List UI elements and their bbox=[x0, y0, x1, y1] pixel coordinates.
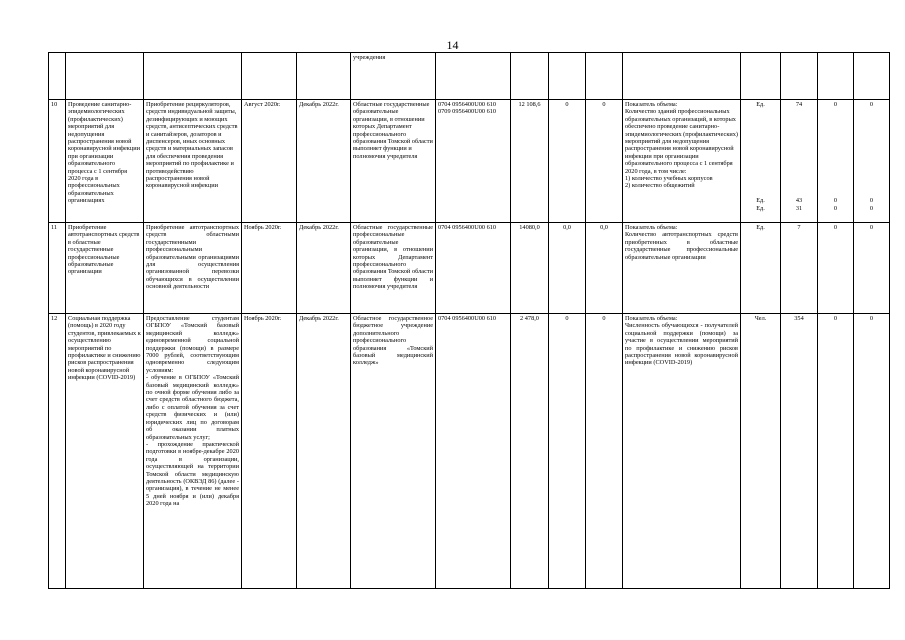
start-date: Август 2020г. bbox=[242, 100, 297, 223]
indicator: Показатель объема: Численность обучающихся - получателей социальной поддержки (помощи) за участие в осуществлении мероприятий по профилактике и снижению рисков распространения новой коронавирусной инфекции (COVID-2019) bbox=[623, 314, 741, 589]
indicator-value-1: 7 bbox=[781, 223, 818, 314]
funding-value-1: 14080,0 bbox=[511, 223, 549, 314]
action-description: Приобретение автотранспортных средств областными государственными профессиональными образовательными организациями для осуществления организованной перевозки обучающихся в осуществлении основной деятельности bbox=[144, 223, 242, 314]
unit: Ед. bbox=[741, 223, 781, 314]
executor: Областные государственные профессиональные образовательные организации, в отношении которых Департамент профессионального образования Томской области выполняет функции и полномочия учредителя bbox=[351, 223, 436, 314]
end-date: Декабрь 2022г. bbox=[297, 314, 351, 589]
indicator: Показатель объема: Количество автотранспортных средств приобретенных в областные государственные профессиональные образовательные организации bbox=[623, 223, 741, 314]
start-date: Ноябрь 2020г. bbox=[242, 314, 297, 589]
funding-value-2: 0 bbox=[549, 100, 586, 223]
budget-code: 0704 0956400U00 610 bbox=[436, 314, 511, 589]
funding-value-3: 0 bbox=[586, 100, 623, 223]
row-number: 10 bbox=[49, 100, 66, 223]
budget-code: 0704 0956400U00 610 0709 0956400U00 610 bbox=[436, 100, 511, 223]
table-row bbox=[49, 100, 890, 223]
indicator-value-3: 0 bbox=[854, 223, 890, 314]
unit: Чел. bbox=[741, 314, 781, 589]
measure-name: Приобретение автотранспортных средств в областные государственные профессиональные образовательные организации bbox=[66, 223, 144, 314]
indicator-value-3: 0 bbox=[854, 314, 890, 589]
executor-cell: учреждения bbox=[351, 53, 436, 100]
funding-value-2: 0 bbox=[549, 314, 586, 589]
indicator-value-2: 0 bbox=[818, 223, 854, 314]
end-date: Декабрь 2022г. bbox=[297, 223, 351, 314]
row-number: 11 bbox=[49, 223, 66, 314]
executor: Областные государственные образовательные организации, в отношении которых Департамент профессионального образования Томской области выполняет функции и полномочия учредителя bbox=[351, 100, 436, 223]
funding-value-3: 0,0 bbox=[586, 223, 623, 314]
start-date: Ноябрь 2020г. bbox=[242, 223, 297, 314]
unit: Ед. Ед. Ед. bbox=[741, 100, 781, 223]
page-number: 14 bbox=[446, 38, 459, 52]
measure-name: Проведение санитарно-эпидемиологических (профилактических) мероприятий для недопущения распространения новой коронавирусной инфекции при организации образовательного процесса с 1 сентября 2020 года в профессиональных образовательных организациях bbox=[66, 100, 144, 223]
row-number: 12 bbox=[49, 314, 66, 589]
indicator-value-2: 0 0 0 bbox=[818, 100, 854, 223]
funding-value-3: 0 bbox=[586, 314, 623, 589]
table-row bbox=[49, 223, 890, 314]
indicator-value-2: 0 bbox=[818, 314, 854, 589]
indicator: Показатель объема: Количество зданий профессиональных образовательных организаций, в которых обеспечено проведение санитарно-эпидемиологических (профилактических) мероприятий для недопущения распространения новой коронавирусной инфекции при организации образовательного процесса с 1 сентября 2020 года, в том числе: 1) количество учебных корпусов 2) количество общежитий bbox=[623, 100, 741, 223]
funding-value-2: 0,0 bbox=[549, 223, 586, 314]
budget-code: 0704 0956400U00 610 bbox=[436, 223, 511, 314]
action-description: Предоставление студентам ОГБПОУ «Томский базовый медицинский колледж» единовременной социальной поддержки (помощи) в размере 7000 рублей, соответствующим одновременно следующим условиям: - обучение в ОГБПОУ «Томский базовый медицинский колледж» по очной форме обучения либо за счет средств областного бюджета, либо с оплатой обучения за счет средств физических и (или) юридических лиц по договорам об оказании платных образовательных услуг; - прохождение практической подготовки в ноябре-декабре 2020 года в организации, осуществляющей на территории Томской области медицинскую деятельность (ОКВЭД 86) (далее - организация), в течение не менее 5 дней ноября и (или) декабря 2020 года на bbox=[144, 314, 242, 589]
indicator-value-1: 74 43 31 bbox=[781, 100, 818, 223]
indicator-value-3: 0 0 0 bbox=[854, 100, 890, 223]
funding-value-1: 2 478,0 bbox=[511, 314, 549, 589]
table-row-continuation bbox=[49, 53, 890, 100]
funding-value-1: 12 108,6 bbox=[511, 100, 549, 223]
executor: Областное государственное бюджетное учреждение дополнительного профессионального образования «Томский базовый медицинский колледж» bbox=[351, 314, 436, 589]
indicator-value-1: 354 bbox=[781, 314, 818, 589]
end-date: Декабрь 2022г. bbox=[297, 100, 351, 223]
measures-table bbox=[48, 52, 890, 589]
action-description: Приобретение рециркуляторов, средств индивидуальной защиты, дезинфицирующих и моющих средств, антисептических средств и санитайзеров, дозаторов и диспенсеров, иных основных средств и материальных запасов для обеспечения проведения мероприятий по профилактике и противодействию распространения новой коронавирусной инфекции bbox=[144, 100, 242, 223]
measure-name: Социальная поддержка (помощь) в 2020 году студентов, привлекаемых к осуществлению мероприятий по профилактике и снижению рисков распространения новой коронавирусной инфекции (COVID-2019) bbox=[66, 314, 144, 589]
table-row bbox=[49, 314, 890, 589]
